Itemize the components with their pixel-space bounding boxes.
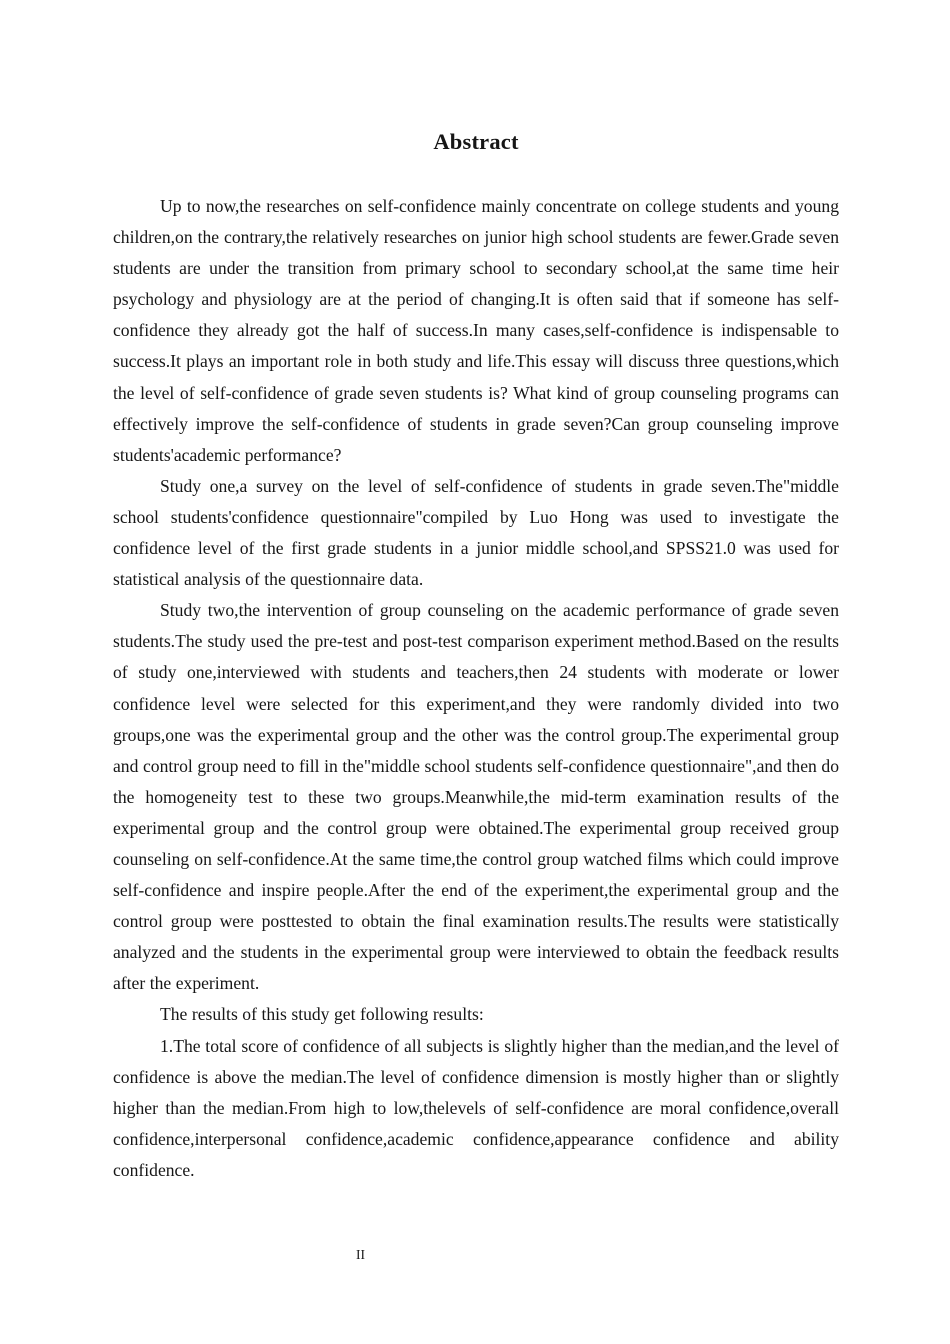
paragraph-5: 1.The total score of confidence of all subjects is slightly higher than the median,and the level of confidence is above the median.The level of confidence dimension is mostly higher than or slightly higher than the median.From high to low,thelevels of self-confidence are moral confidence,overall confidence,interpersonal confidence,academic confidence,appearance confidence and ability confidence. [113,1035,839,1180]
paragraph-3: Study two,the intervention of group counseling on the academic performance of grade seven students.The study used the pre-test and post-test comparison experiment method.Based on the results of study one,interviewed with students and teachers,then 24 students with moderate or lower confidence level were selected for this experiment,and they were randomly divided into two groups,one was the experimental group and the other was the control group.The experimental group and control group need to fill in the"middle school students self-confidence questionnaire",and then do the homogeneity test to these two groups.Meanwhile,the mid-term examination results of the experimental group and the control group were obtained.The experimental group received group counseling on self-confidence.At the same time,the control group watched films which could improve self-confidence and inspire people.After the end of the experiment,the experimental group and the control group were posttested to obtain the final examination results.The results were statistically analyzed and the students in the experimental group were interviewed to obtain the feedback results after the experiment. [113,600,839,994]
abstract-body [113,191,839,1186]
paragraph-2: Study one,a survey on the level of self-confidence of students in grade seven.The"middle school students'confidence questionnaire"compiled by Luo Hong was used to investigate the confidence level of the first grade students in a junior middle school,and SPSS21.0 was used for statistical analysis of the questionnaire data. [113,475,839,590]
paragraph-1: Up to now,the researches on self-confidence mainly concentrate on college students and young children,on the contrary,the relatively researches on junior high school students are fewer.Grade seven students are under the transition from primary school to secondary school,at the same time heir psychology and physiology are at the period of changing.It is often said that if someone has self-confidence they already got the half of success.In many cases,self-confidence is indispensable to success.It plays an important role in both study and life.This essay will discuss three questions,which the level of self-confidence of grade seven students is? What kind of group counseling programs can effectively improve the self-confidence of students in grade seven?Can group counseling improve students'academic performance? [113,196,839,465]
page-title: Abstract [433,129,519,154]
page-number-footer: II [356,1247,365,1262]
paragraph-4: The results of this study get following results: [160,1004,484,1025]
